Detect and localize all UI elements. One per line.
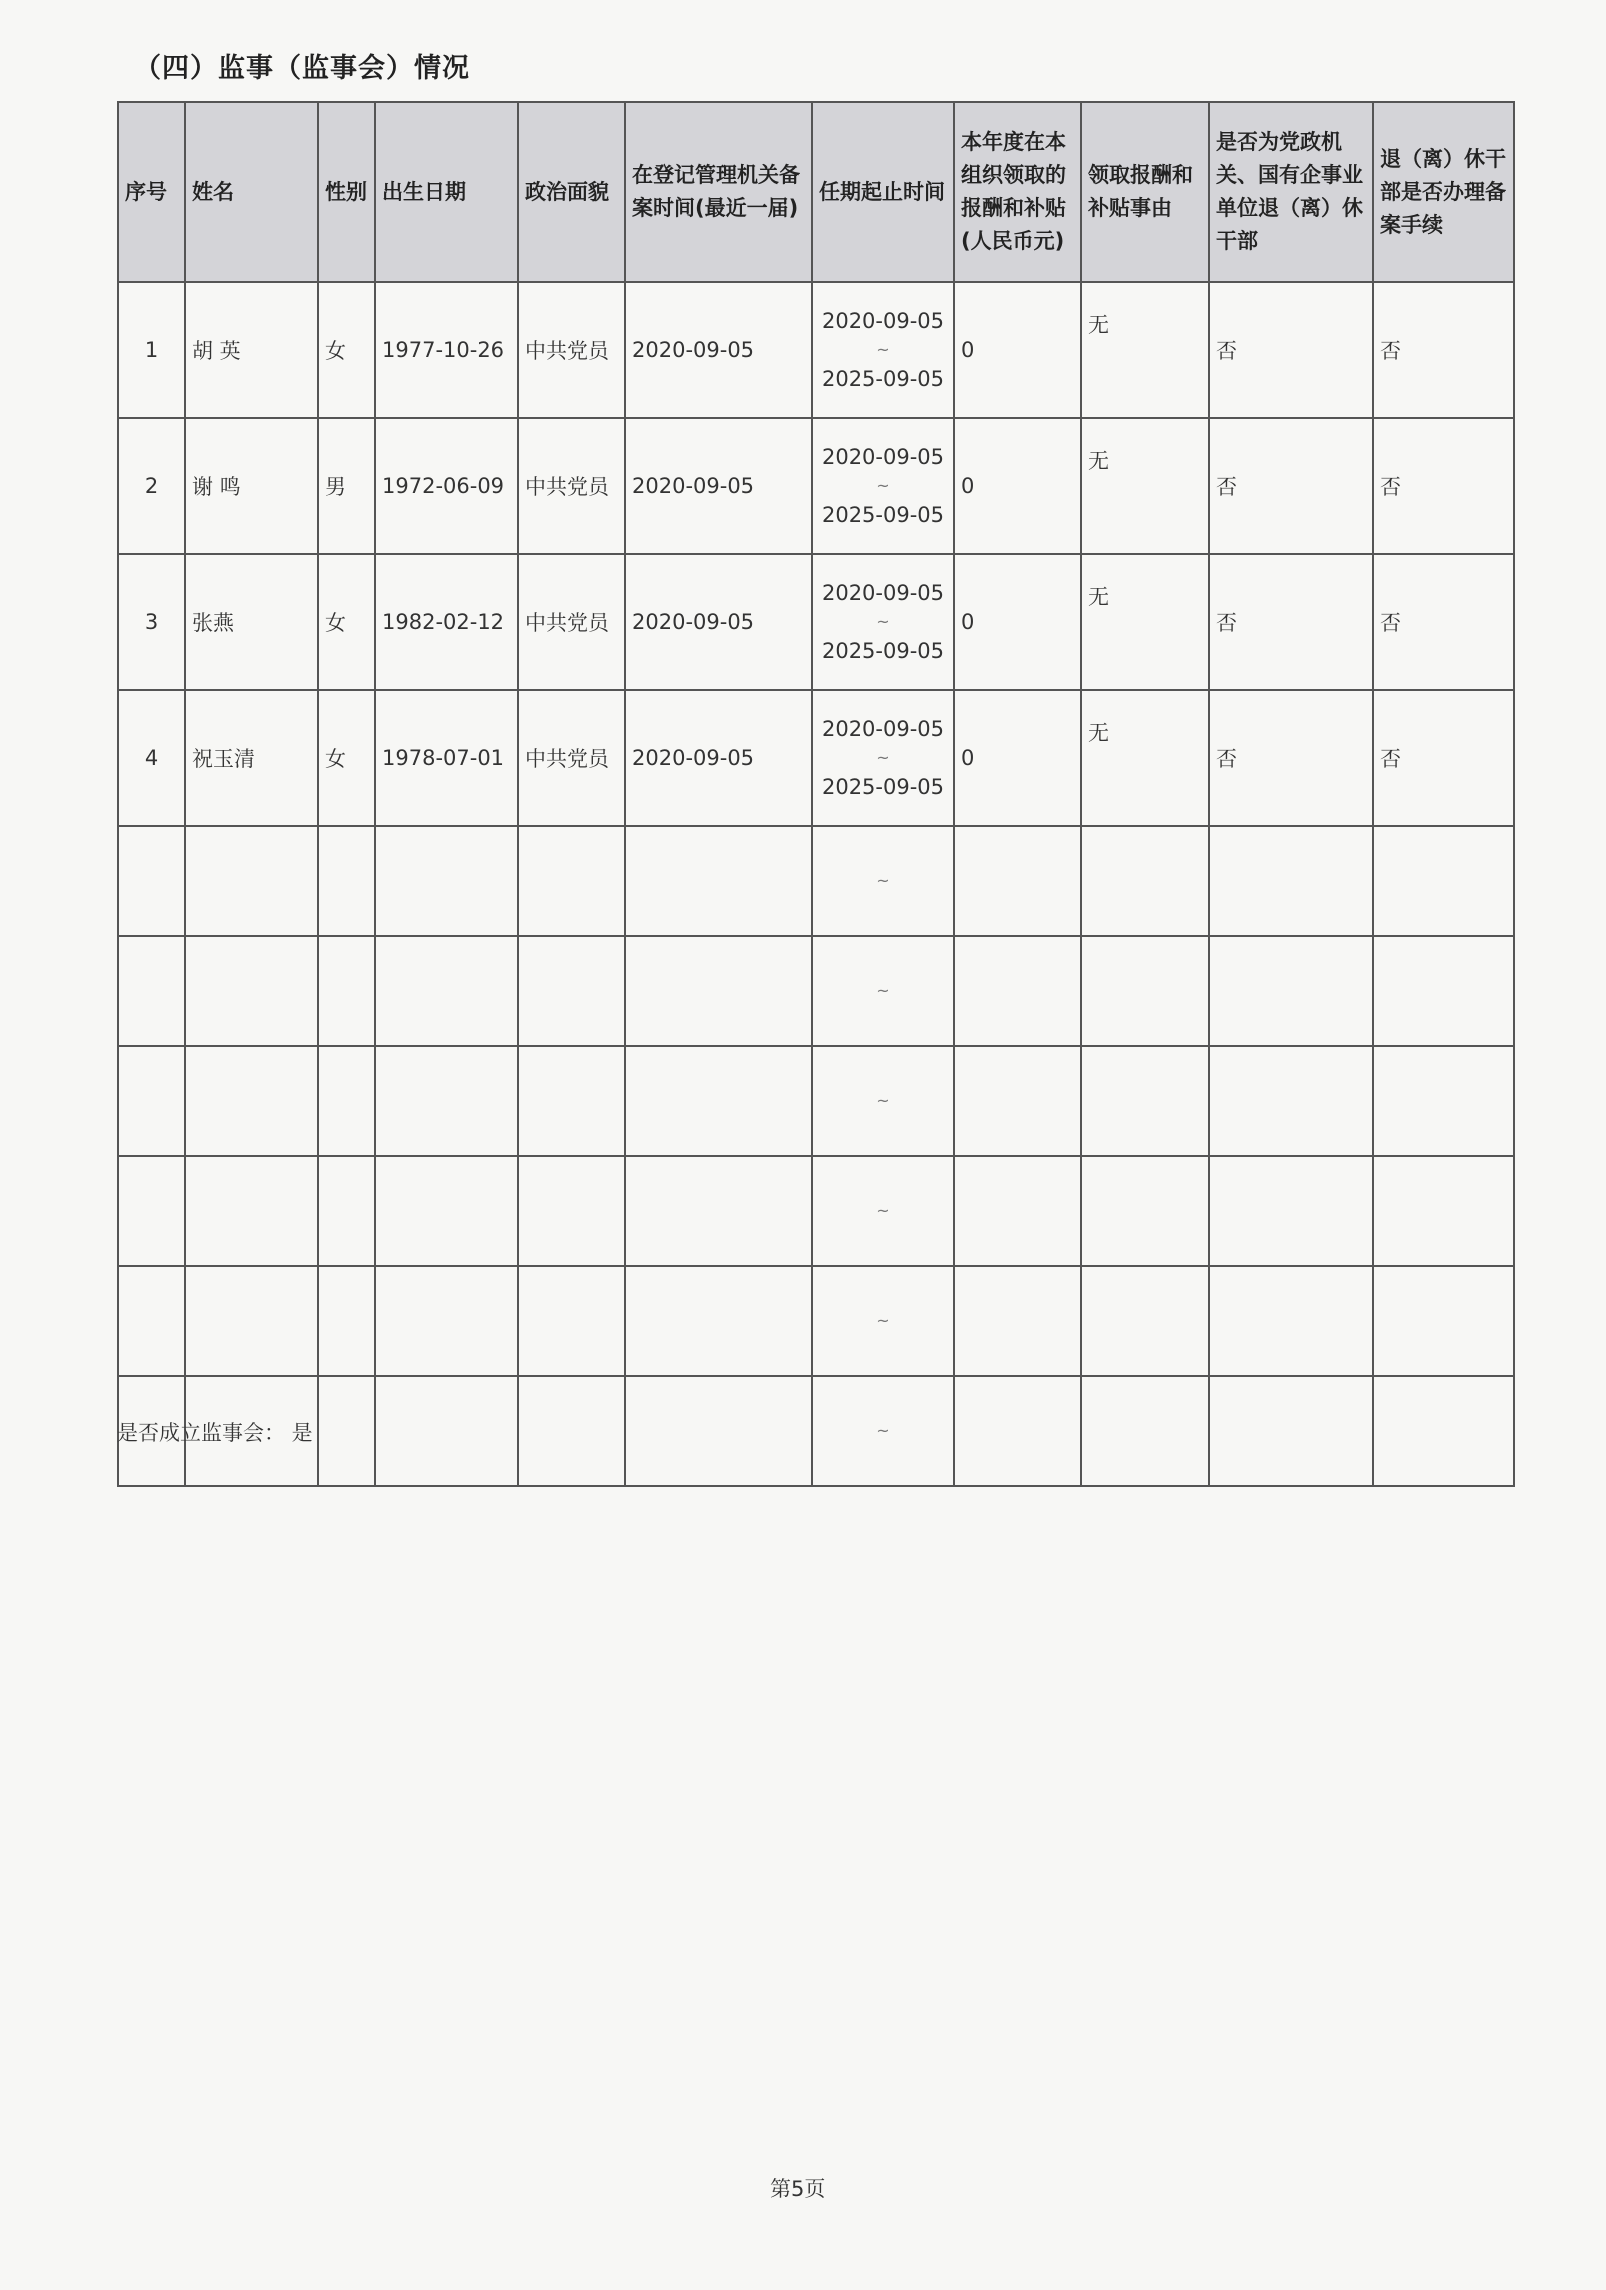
- empty-cell: [318, 1376, 375, 1486]
- empty-cell: [118, 1046, 185, 1156]
- empty-cell: [1081, 1156, 1209, 1266]
- empty-cell: [375, 1266, 518, 1376]
- term-start: 2020-09-05: [821, 445, 945, 469]
- empty-cell: [185, 1046, 318, 1156]
- empty-table-row: [118, 936, 1514, 1046]
- table-header-row: [118, 102, 1514, 282]
- term-separator: ~: [876, 1201, 890, 1220]
- empty-cell: [318, 936, 375, 1046]
- empty-cell: [318, 1156, 375, 1266]
- header-cell: 姓名: [185, 102, 318, 282]
- term-cell: [812, 1266, 954, 1376]
- name-cell: 谢 鸣: [185, 418, 318, 554]
- empty-cell: [1373, 1156, 1514, 1266]
- term-cell: [812, 282, 954, 418]
- pay-cell: 0: [954, 418, 1081, 554]
- empty-cell: [1081, 936, 1209, 1046]
- term-cell: [812, 1376, 954, 1486]
- header-cell: 出生日期: [375, 102, 518, 282]
- header-cell: 本年度在本组织领取的报酬和补贴(人民币元): [954, 102, 1081, 282]
- birth-date-cell: 1972-06-09: [375, 418, 518, 554]
- empty-cell: [1209, 1046, 1373, 1156]
- term-cell: [812, 1046, 954, 1156]
- supervisory-board-status: 是否成立监事会： 是: [117, 1421, 313, 1445]
- term-cell: [812, 826, 954, 936]
- table-row: [118, 282, 1514, 418]
- empty-cell: [1373, 1046, 1514, 1156]
- party-cell: 中共党员: [518, 554, 625, 690]
- empty-cell: [954, 1046, 1081, 1156]
- empty-table-row: [118, 1266, 1514, 1376]
- pay-cell: 0: [954, 690, 1081, 826]
- table-row: [118, 554, 1514, 690]
- empty-cell: [518, 1156, 625, 1266]
- empty-cell: [1209, 1376, 1373, 1486]
- term-end: 2025-09-05: [821, 639, 945, 663]
- empty-cell: [625, 1156, 812, 1266]
- retired-cadre-cell: 否: [1209, 418, 1373, 554]
- empty-cell: [1081, 1266, 1209, 1376]
- empty-cell: [318, 826, 375, 936]
- pay-reason-cell: 无: [1081, 282, 1209, 418]
- header-cell: 政治面貌: [518, 102, 625, 282]
- party-cell: 中共党员: [518, 282, 625, 418]
- empty-cell: [1209, 1266, 1373, 1376]
- header-cell: 退（离）休干部是否办理备案手续: [1373, 102, 1514, 282]
- empty-cell: [375, 1156, 518, 1266]
- empty-cell: [318, 1046, 375, 1156]
- header-cell: 领取报酬和补贴事由: [1081, 102, 1209, 282]
- birth-date-cell: 1978-07-01: [375, 690, 518, 826]
- empty-cell: [625, 1046, 812, 1156]
- page-number: 第5页: [770, 2177, 826, 2201]
- empty-cell: [185, 936, 318, 1046]
- empty-table-row: [118, 1046, 1514, 1156]
- term-separator: ~: [876, 476, 890, 495]
- term-end: 2025-09-05: [821, 367, 945, 391]
- name-cell: 张燕: [185, 554, 318, 690]
- empty-cell: [625, 1266, 812, 1376]
- empty-cell: [318, 1266, 375, 1376]
- empty-cell: [625, 826, 812, 936]
- empty-cell: [118, 1266, 185, 1376]
- empty-cell: [375, 1376, 518, 1486]
- empty-cell: [625, 1376, 812, 1486]
- empty-cell: [375, 936, 518, 1046]
- gender-cell: 女: [318, 690, 375, 826]
- filing-done-cell: 否: [1373, 690, 1514, 826]
- term-separator: ~: [876, 748, 890, 767]
- empty-cell: [1373, 1376, 1514, 1486]
- term-end: 2025-09-05: [821, 775, 945, 799]
- term-separator: ~: [876, 1311, 890, 1330]
- filing-done-cell: 否: [1373, 418, 1514, 554]
- term-separator: ~: [876, 340, 890, 359]
- seq-cell: 3: [118, 554, 185, 690]
- section-title: （四）监事（监事会）情况: [134, 53, 470, 84]
- empty-cell: [625, 936, 812, 1046]
- empty-cell: [1081, 1046, 1209, 1156]
- empty-table-row: [118, 826, 1514, 936]
- term-start: 2020-09-05: [821, 717, 945, 741]
- party-cell: 中共党员: [518, 690, 625, 826]
- empty-table-row: [118, 1156, 1514, 1266]
- empty-cell: [185, 1156, 318, 1266]
- empty-cell: [1373, 826, 1514, 936]
- term-start: 2020-09-05: [821, 581, 945, 605]
- pay-cell: 0: [954, 554, 1081, 690]
- term-cell: [812, 936, 954, 1046]
- filing-date-cell: 2020-09-05: [625, 418, 812, 554]
- empty-cell: [954, 826, 1081, 936]
- seq-cell: 1: [118, 282, 185, 418]
- empty-cell: [518, 826, 625, 936]
- empty-table-row: [118, 1376, 1514, 1486]
- empty-cell: [954, 1376, 1081, 1486]
- term-start: 2020-09-05: [821, 309, 945, 333]
- empty-cell: [954, 1156, 1081, 1266]
- empty-cell: [954, 936, 1081, 1046]
- table-row: [118, 418, 1514, 554]
- gender-cell: 女: [318, 554, 375, 690]
- empty-cell: [1209, 1156, 1373, 1266]
- pay-reason-cell: 无: [1081, 690, 1209, 826]
- term-separator: ~: [876, 871, 890, 890]
- term-cell: [812, 1156, 954, 1266]
- term-separator: ~: [876, 981, 890, 1000]
- term-separator: ~: [876, 1091, 890, 1110]
- term-separator: ~: [876, 1421, 890, 1440]
- term-cell: [812, 554, 954, 690]
- name-cell: 胡 英: [185, 282, 318, 418]
- empty-cell: [375, 1046, 518, 1156]
- empty-cell: [954, 1266, 1081, 1376]
- empty-cell: [118, 936, 185, 1046]
- retired-cadre-cell: 否: [1209, 554, 1373, 690]
- filing-date-cell: 2020-09-05: [625, 282, 812, 418]
- empty-cell: [375, 826, 518, 936]
- seq-cell: 2: [118, 418, 185, 554]
- retired-cadre-cell: 否: [1209, 690, 1373, 826]
- birth-date-cell: 1982-02-12: [375, 554, 518, 690]
- header-cell: 是否为党政机关、国有企事业单位退（离）休干部: [1209, 102, 1373, 282]
- gender-cell: 女: [318, 282, 375, 418]
- filing-date-cell: 2020-09-05: [625, 554, 812, 690]
- empty-cell: [518, 1266, 625, 1376]
- table-row: [118, 690, 1514, 826]
- filing-done-cell: 否: [1373, 282, 1514, 418]
- empty-cell: [185, 826, 318, 936]
- pay-reason-cell: 无: [1081, 418, 1209, 554]
- term-end: 2025-09-05: [821, 503, 945, 527]
- empty-cell: [1209, 936, 1373, 1046]
- birth-date-cell: 1977-10-26: [375, 282, 518, 418]
- pay-cell: 0: [954, 282, 1081, 418]
- empty-cell: [518, 936, 625, 1046]
- header-cell: 在登记管理机关备案时间(最近一届): [625, 102, 812, 282]
- empty-cell: [1373, 1266, 1514, 1376]
- term-cell: [812, 690, 954, 826]
- filing-date-cell: 2020-09-05: [625, 690, 812, 826]
- name-cell: 祝玉清: [185, 690, 318, 826]
- supervisors-table: [117, 101, 1515, 1487]
- header-cell: 性别: [318, 102, 375, 282]
- header-cell: 序号: [118, 102, 185, 282]
- seq-cell: 4: [118, 690, 185, 826]
- filing-done-cell: 否: [1373, 554, 1514, 690]
- empty-cell: [1081, 826, 1209, 936]
- empty-cell: [518, 1046, 625, 1156]
- empty-cell: [1081, 1376, 1209, 1486]
- empty-cell: [118, 1156, 185, 1266]
- term-separator: ~: [876, 612, 890, 631]
- term-cell: [812, 418, 954, 554]
- empty-cell: [1373, 936, 1514, 1046]
- empty-cell: [518, 1376, 625, 1486]
- pay-reason-cell: 无: [1081, 554, 1209, 690]
- party-cell: 中共党员: [518, 418, 625, 554]
- empty-cell: [1209, 826, 1373, 936]
- empty-cell: [185, 1266, 318, 1376]
- header-cell: 任期起止时间: [812, 102, 954, 282]
- gender-cell: 男: [318, 418, 375, 554]
- retired-cadre-cell: 否: [1209, 282, 1373, 418]
- empty-cell: [118, 826, 185, 936]
